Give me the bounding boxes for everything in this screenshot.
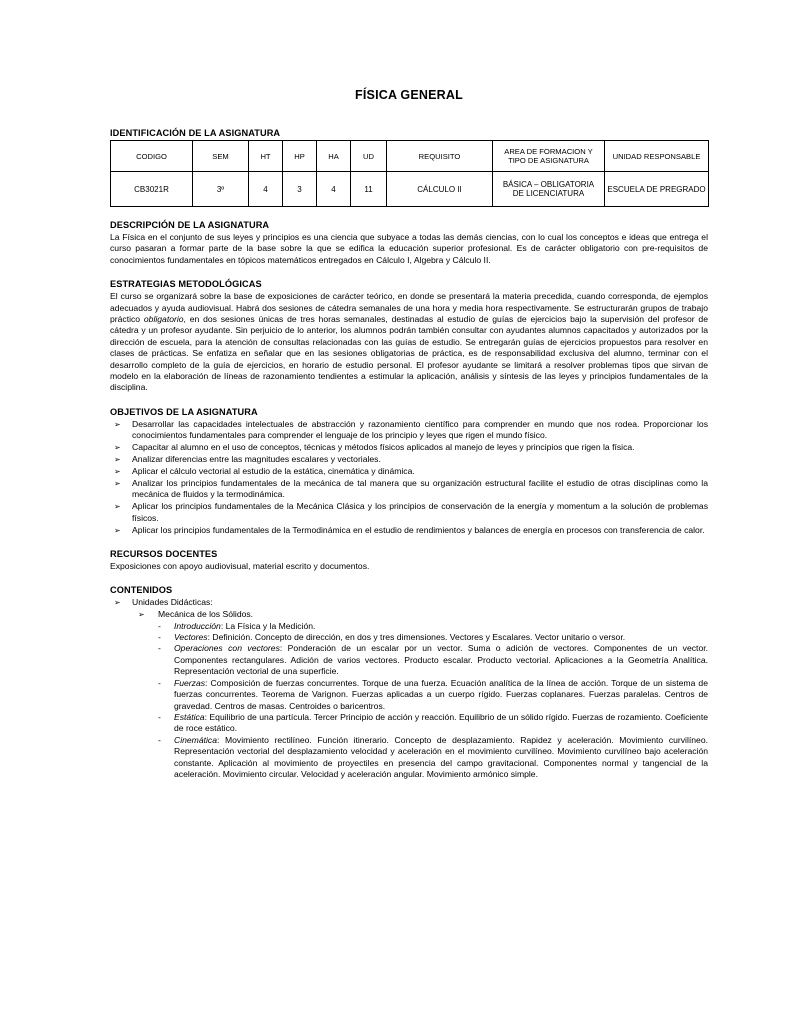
topic-text: : La Física y la Medición. <box>220 620 316 631</box>
list-item <box>154 712 708 735</box>
topic-text: : Movimiento rectilíneo. Función itinerario. Concepto de desplazamiento. Rapidez y aceleración. Movimiento curvilíneo. Representación vectorial del desplazamiento velocidad y aceleración en el movimiento curvilíneo. Movimiento curvilíneo bajo aceleración constante. Aplicación al movimiento de proyectiles en presencia del campo gravitacional. Componentes normal y tangencial de la aceleración. Movimiento circular. Velocidad y aceleración angular. Movimiento armónico simple. <box>174 734 708 779</box>
section-heading-contenidos: CONTENIDOS <box>110 585 173 596</box>
arrow-bullet-icon: ➢ <box>114 525 121 535</box>
col-ud: UD <box>351 141 387 172</box>
cell-requisito: CÁLCULO II <box>387 172 493 207</box>
cell-ud: 11 <box>351 172 387 207</box>
section-heading-objetivos: OBJETIVOS DE LA ASIGNATURA <box>110 406 258 417</box>
cell-area-line2: DE LICENCIATURA <box>512 189 585 198</box>
contenidos-sublist <box>136 609 708 620</box>
col-codigo: CODIGO <box>111 141 193 172</box>
list-item <box>110 442 708 453</box>
section-descripcion <box>110 220 708 266</box>
col-sem: SEM <box>193 141 249 172</box>
objetivo-text: Capacitar al alumno en el uso de conceptos, técnicas y métodos físicos aplicados al manejo de leyes y principios que rigen la física. <box>132 442 635 453</box>
topic-title: Introducción <box>174 620 221 631</box>
dash-bullet-icon: - <box>158 632 161 643</box>
topic-text: : Equilibrio de una partícula. Tercer Principio de acción y reacción. Equilibrio de un sólido rígido. Fuerzas de rozamiento. Coeficiente de roce estático. <box>174 711 708 734</box>
col-area-line1: AREA DE FORMACION Y <box>504 147 593 156</box>
arrow-bullet-icon: ➢ <box>114 455 121 465</box>
section-contenidos <box>110 585 708 780</box>
list-item <box>110 419 708 442</box>
cell-ha: 4 <box>317 172 351 207</box>
cell-unidad-responsable: ESCUELA DE PREGRADO <box>605 172 709 207</box>
objetivo-text: Aplicar el cálculo vectorial al estudio de la estática, cinemática y dinámica. <box>132 466 415 476</box>
cell-area-line1: BÁSICA – OBLIGATORIA <box>502 180 595 189</box>
topic-title: Fuerzas <box>174 677 206 688</box>
section-estrategias <box>110 279 708 394</box>
list-item <box>154 643 708 677</box>
cell-ht: 4 <box>249 172 283 207</box>
arrow-bullet-icon: ➢ <box>114 502 121 512</box>
dash-bullet-icon: - <box>158 734 161 745</box>
table-row <box>111 172 709 207</box>
topic-title: Estática <box>174 711 205 722</box>
topic-title: Cinemática <box>174 734 217 745</box>
list-item <box>110 454 708 465</box>
arrow-bullet-icon: ➢ <box>114 467 121 476</box>
topic-text: : Composición de fuerzas concurrentes. Torque de una fuerza. Ecuación analítica de la línea de acción. Torque de un sistema de fuerzas concurrentes. Teorema de Varignon. Fuerzas aplicadas a un cuerpo rígido. Fuerzas coplanares. Fuerzas paralelas. Centros de gravedad. Centros de masas. Centroides o baricentros. <box>174 677 708 711</box>
cell-codigo: CB3021R <box>111 172 193 207</box>
objetivos-list <box>110 419 708 536</box>
section-heading-descripcion: DESCRIPCIÓN DE LA ASIGNATURA <box>110 220 270 230</box>
objetivo-text: Aplicar los principios fundamentales de la Mecánica Clásica y los principios de conservación de la energía y momentum a la solución de problemas físicos. <box>132 501 708 523</box>
section-recursos <box>110 549 708 572</box>
col-area-line2: TIPO DE ASIGNATURA <box>508 156 589 165</box>
list-item <box>110 466 708 477</box>
unidades-didacticas-label: Unidades Didácticas: <box>132 597 213 608</box>
table-header-row <box>111 141 709 172</box>
section-heading-identificacion: IDENTIFICACIÓN DE LA ASIGNATURA <box>110 128 281 138</box>
estrategias-text-part2: , en dos sesiones únicas de tres horas semanales, destinadas al estudio de guías de ejercicios bajo la supervisión del profesor de cátedra y un profesor ayudante. Sin perjuicio de lo anterior, los alumnos podrán también consultar con ayudantes alumnos capacitados y autorizados por la dirección de escuela, para la atención de consultas relacionadas con las guías de estudio. Se entregarán guías de ejercicios propuestos para resolver en clases de prácticas. Se enfatiza en señalar que en las sesiones obligatorias de práctica, es de responsabilidad exclusiva del alumno, terminar con el desarrollo completo de la guía de ejercicios, en horario de estudio personal. El profesor ayudante se limitará a resolver problemas tipos que sirvan de modelo en la elaboración de líneas de razonamiento tendientes a estimular la aplicación, análisis y síntesis de las leyes y principios fundamentales de la disciplina. <box>110 314 708 393</box>
topic-text: : Definición. Concepto de dirección, en dos y tres dimensiones. Vectores y Escalares. Vector unitario o versor. <box>207 632 626 643</box>
col-unidad-responsable: UNIDAD RESPONSABLE <box>605 141 709 172</box>
dash-bullet-icon: - <box>158 620 161 631</box>
list-item <box>110 478 708 501</box>
list-item <box>154 632 708 643</box>
descripcion-text: La Física en el conjunto de sus leyes y principios es una ciencia que subyace a todas las demás ciencias, con lo cual los conceptos e ideas que entrega el curso pasaran a formar parte de la base sobre la que se edifica la educación superior profesional. Es de carácter obligatorio con pre-requisitos de conocimientos fundamentales en tópicos matemáticos entregados en Cálculo I, Algebra y Cálculo II. <box>110 232 708 265</box>
cell-area-formacion <box>493 172 605 207</box>
estrategias-text-part1: El curso se organizará sobre la base de exposiciones de carácter teórico, en donde se presentará la materia precedida, cuando corresponda, de ejemplos adecuados y ayuda audiovisual. Habrá dos sesiones de cátedra semanales de una hora y media hora respectivamente. Se estructurarán grupos de trabajo práctico <box>110 291 708 325</box>
cell-sem: 3º <box>193 172 249 207</box>
col-hp: HP <box>283 141 317 172</box>
col-area-formacion <box>493 141 605 172</box>
arrow-bullet-icon: ➢ <box>114 443 121 453</box>
topic-title: Vectores <box>174 632 208 643</box>
list-item <box>154 735 708 781</box>
list-item <box>110 501 708 524</box>
estrategias-text <box>110 291 708 394</box>
dash-bullet-icon: - <box>158 643 161 654</box>
topic-title: Operaciones con vectores <box>174 643 280 654</box>
list-item <box>154 678 708 712</box>
recursos-text: Exposiciones con apoyo audiovisual, material escrito y documentos. <box>110 560 370 571</box>
list-item <box>110 597 708 608</box>
col-requisito: REQUISITO <box>387 141 493 172</box>
contenidos-list <box>110 597 708 608</box>
identification-table <box>110 140 709 207</box>
dash-bullet-icon: - <box>158 677 161 688</box>
objetivo-text: Analizar diferencias entre las magnitudes escalares y vectoriales. <box>132 454 381 465</box>
mecanica-solidos-label: Mecánica de los Sólidos. <box>158 609 254 620</box>
arrow-bullet-icon: ➢ <box>114 598 121 608</box>
objetivo-text: Aplicar los principios fundamentales de la Termodinámica en el estudio de rendimientos y balances de energía en procesos con transferencia de calor. <box>132 524 705 535</box>
section-heading-estrategias: ESTRATEGIAS METODOLÓGICAS <box>110 279 262 290</box>
list-item <box>110 525 708 536</box>
list-item <box>154 621 708 632</box>
page-title: FÍSICA GENERAL <box>355 88 463 102</box>
objetivo-text: Analizar los principios fundamentales de la mecánica de tal manera que su organización estructural facilite el estudio de otras disciplinas como la mecánica de fluidos y la termodinámica. <box>132 477 708 500</box>
estrategias-text-italic: obligatorio <box>143 314 184 325</box>
topic-text: : Ponderación de un escalar por un vector. Suma o adición de vectores. Componentes de un vector. Componentes rectangulares. Adición de varios vectores. Producto escalar. Producto vectorial. Aplicaciones a la Geometría Analítica. Representación vectorial de una superficie. <box>174 643 708 677</box>
cell-hp: 3 <box>283 172 317 207</box>
section-objetivos <box>110 407 708 536</box>
arrow-bullet-icon: ➢ <box>138 610 145 620</box>
arrow-bullet-icon: ➢ <box>114 478 121 488</box>
dash-bullet-icon: - <box>158 711 161 722</box>
col-ht: HT <box>249 141 283 172</box>
section-heading-recursos: RECURSOS DOCENTES <box>110 548 218 559</box>
objetivo-text: Desarrollar las capacidades intelectuales de abstracción y razonamiento científico para comprender en mundo que nos rodea. Proporcionar los conocimientos fundamentales para comprender el lenguaje de los principio y leyes que rigen el mundo físico. <box>132 418 708 441</box>
contenidos-topics <box>154 621 708 781</box>
list-item <box>136 609 708 620</box>
arrow-bullet-icon: ➢ <box>114 419 121 429</box>
col-ha: HA <box>317 141 351 172</box>
section-identificacion <box>110 128 708 207</box>
